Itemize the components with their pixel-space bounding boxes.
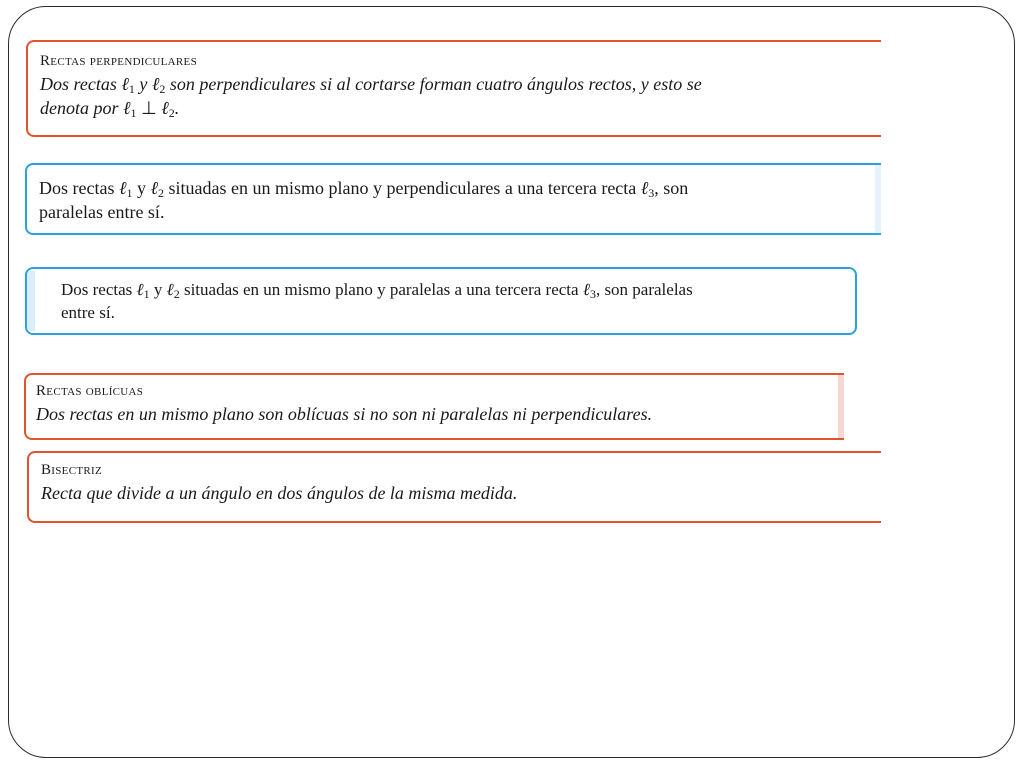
- definition-title: Rectas perpendiculares: [40, 53, 197, 69]
- text-fragment: Dos rectas: [40, 74, 122, 94]
- definition-box-perpendiculares: [26, 40, 881, 137]
- text-fragment: Dos rectas: [39, 178, 119, 198]
- subscript: 1: [143, 287, 150, 301]
- subscript: 1: [128, 82, 135, 96]
- text-fragment: , son: [654, 178, 689, 198]
- ell-symbol: ℓ: [166, 280, 174, 299]
- definition-title: Rectas oblícuas: [36, 383, 144, 399]
- text-fragment: .: [174, 98, 180, 118]
- text-fragment: situadas en un mismo plano y paralelas a una tercera recta: [179, 280, 583, 299]
- definition-box-oblicuas: [24, 373, 844, 440]
- ell-symbol: ℓ: [161, 98, 169, 118]
- text-fragment: y: [134, 74, 152, 94]
- text-fragment: entre sí.: [61, 303, 115, 322]
- theorem-box-paralelas-perpendiculares: [25, 163, 881, 235]
- text-fragment: y: [132, 178, 151, 198]
- text-fragment: son perpendiculares si al cortarse forman cuatro ángulos rectos, y esto se: [165, 74, 702, 94]
- text-fragment: , son paralelas: [595, 280, 693, 299]
- subscript: 2: [168, 106, 175, 120]
- text-fragment: y: [149, 280, 167, 299]
- theorem-box-paralelas-paralelas: [25, 267, 857, 335]
- box-shading: [875, 165, 881, 233]
- ell-symbol: ℓ: [150, 178, 158, 198]
- ell-symbol: ℓ: [151, 74, 160, 94]
- definition-box-bisectriz: [27, 451, 881, 523]
- definition-text: Dos rectas en un mismo plano son oblícuas si no son ni paralelas ni perpendiculares.: [36, 404, 653, 424]
- ell-symbol: ℓ: [123, 98, 131, 118]
- subscript: 2: [157, 186, 164, 200]
- subscript: 2: [173, 287, 180, 301]
- subscript: 3: [589, 287, 596, 301]
- ell-symbol: ℓ: [582, 280, 590, 299]
- definition-text: [40, 72, 881, 120]
- definition-title: Bisectriz: [41, 462, 102, 478]
- perpendicular-symbol: ⊥: [136, 98, 162, 118]
- box-shading: [838, 375, 844, 438]
- text-fragment: situadas en un mismo plano y perpendiculares a una tercera recta: [163, 178, 641, 198]
- theorem-text: [39, 176, 881, 224]
- subscript: 2: [159, 82, 166, 96]
- definition-text: Recta que divide a un ángulo en dos ángulos de la misma medida.: [41, 483, 518, 503]
- box-shading: [27, 271, 35, 331]
- ell-symbol: ℓ: [121, 74, 129, 94]
- ell-symbol: ℓ: [640, 178, 649, 198]
- ell-symbol: ℓ: [118, 178, 127, 198]
- slide-frame: [8, 6, 1015, 758]
- text-fragment: denota por: [40, 98, 123, 118]
- text-fragment: Dos rectas: [61, 280, 137, 299]
- text-fragment: paralelas entre sí.: [39, 202, 165, 222]
- theorem-text: [61, 278, 839, 324]
- subscript: 1: [130, 106, 137, 120]
- ell-symbol: ℓ: [136, 280, 144, 299]
- subscript: 3: [648, 186, 655, 200]
- subscript: 1: [126, 186, 133, 200]
